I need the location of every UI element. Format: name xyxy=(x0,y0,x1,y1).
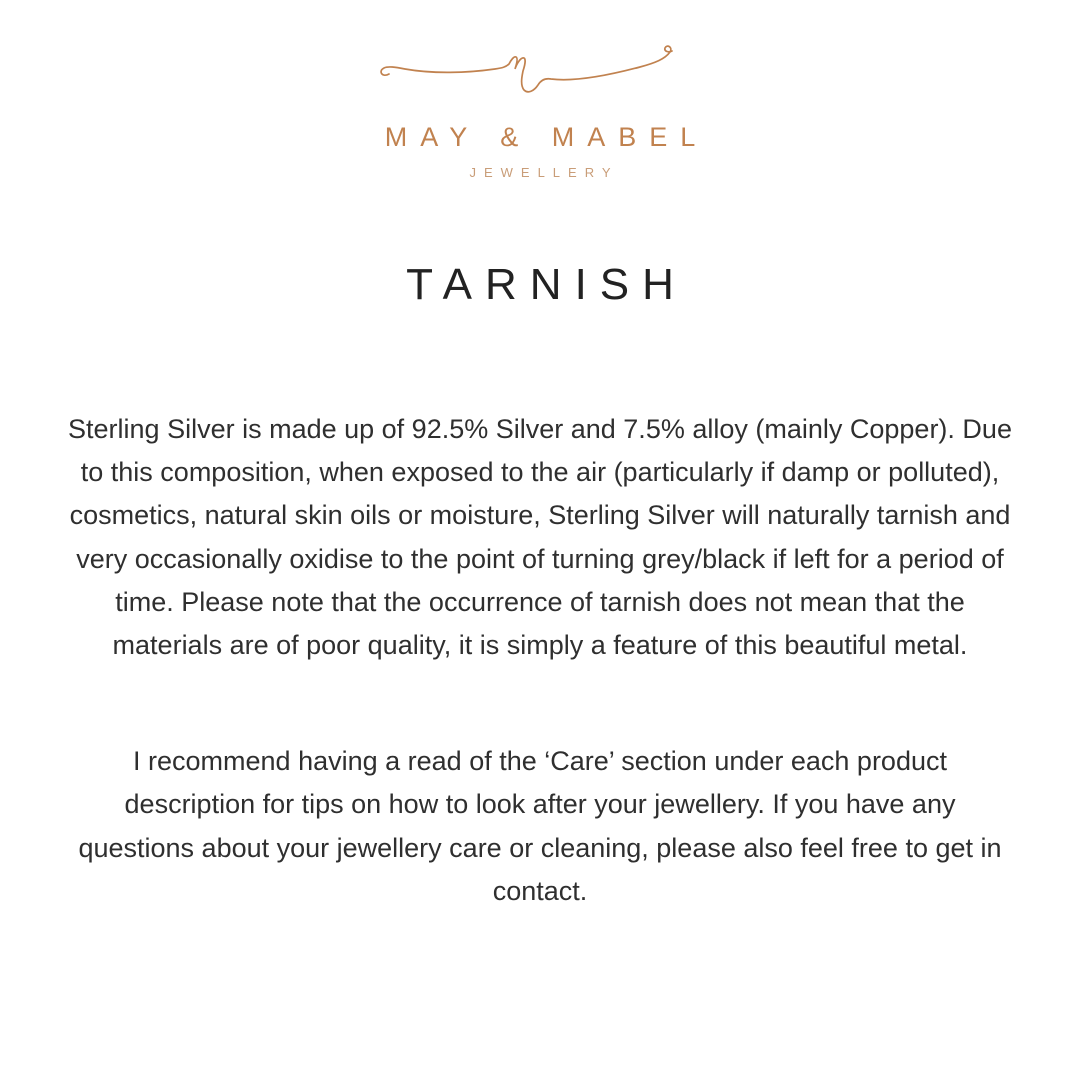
paragraph-tarnish-explanation: Sterling Silver is made up of 92.5% Silver and 7.5% alloy (mainly Copper). Due to this composition, when exposed to the air (particularly if damp or polluted), cosmetics, natural skin oils or moisture, Sterling Silver will naturally tarnish and very occasionally oxidise to the point of turning grey/black if left for a period of time. Please note that the occurrence of tarnish does not mean that the materials are of poor quality, it is simply a feature of this beautiful metal. xyxy=(68,414,1012,660)
brand-logo xyxy=(372,38,709,180)
brand-name: MAY & MABEL xyxy=(384,122,709,152)
brand-tagline: JEWELLERY xyxy=(469,165,619,180)
page-title: TARNISH xyxy=(406,260,687,309)
paragraph-care-recommendation: I recommend having a read of the ‘Care’ section under each product description for tips on how to look after your jewellery. If you have any questions about your jewellery care or cleaning, please also feel free to get in contact. xyxy=(78,746,1002,906)
m-flourish-icon xyxy=(375,38,705,118)
